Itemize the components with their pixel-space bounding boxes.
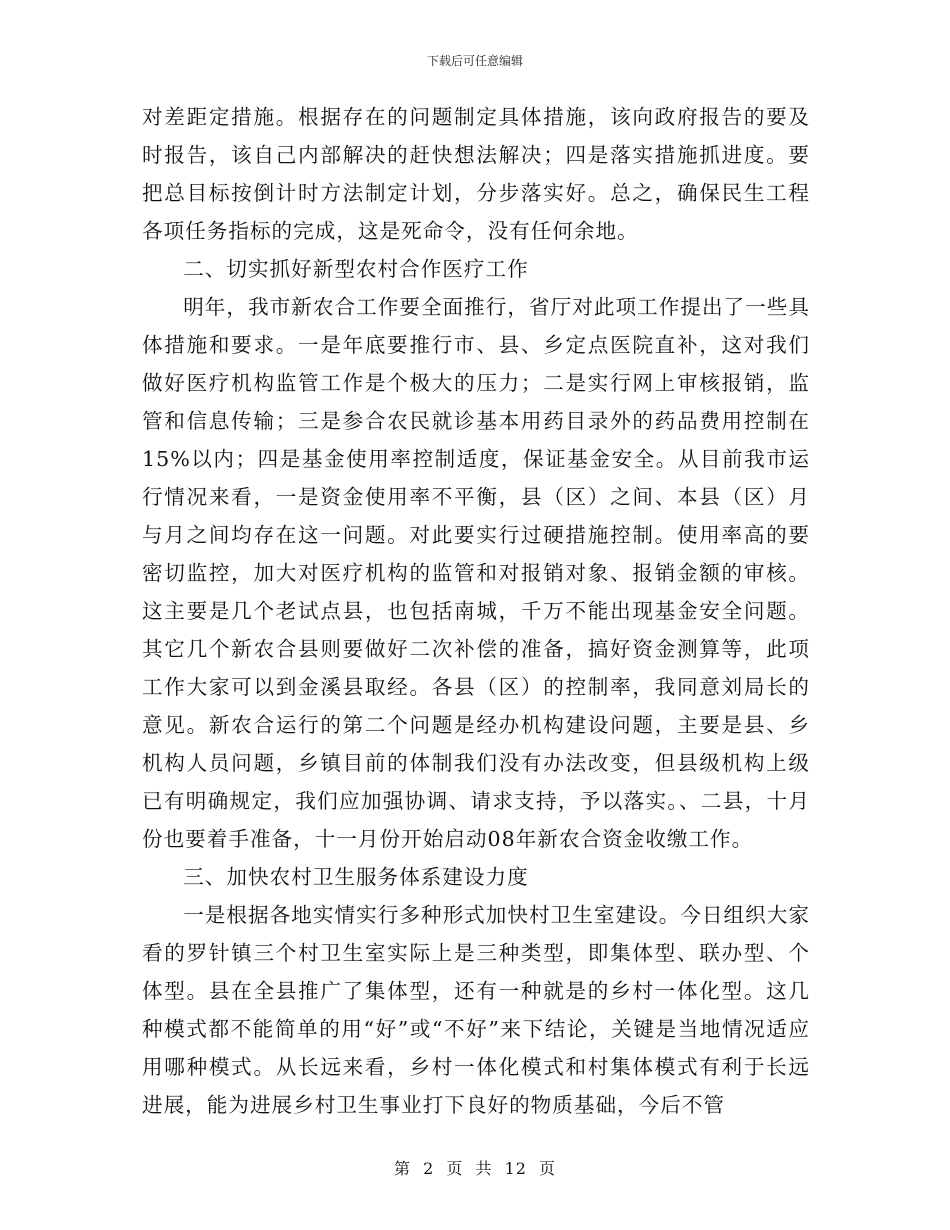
page-label: 第 xyxy=(393,1159,411,1178)
section-heading-3: 三、加快农村卫生服务体系建设力度 xyxy=(183,865,529,889)
page-total: 12 xyxy=(504,1159,527,1178)
header-text: 下载后可任意编辑 xyxy=(426,54,523,68)
page-header xyxy=(0,52,950,69)
total-label: 共 xyxy=(475,1159,493,1178)
page-footer xyxy=(0,1156,950,1179)
paragraph: 明年，我市新农合工作要全面推行，省厅对此项工作提出了一些具体措施和要求。一是年底要推行市、县、乡定点医院直补，这对我们做好医疗机构监管工作是个极大的压力；二是实行网上审核报销，监管和信息传输；三是参合农民就诊基本用药目录外的药品费用控制在15%以内；四是基金使用率控制适度，保证基金安全。从目前我市运行情况来看，一是资金使用率不平衡，县（区）之间、本县（区）月与月之间均存在这一问题。对此要实行过硬措施控制。使用率高的要密切监控，加大对医疗机构的监管和对报销对象、报销金额的审核。这主要是几个老试点县，也包括南城，千万不能出现基金安全问题。其它几个新农合县则要做好二次补偿的准备，搞好资金测算等，此项工作大家可以到金溪县取经。各县（区）的控制率，我同意刘局长的意见。新农合运行的第二个问题是经办机构建设问题，主要是县、乡机构人员问题，乡镇目前的体制我们没有办法改变，但县级机构上级已有明确规定，我们应加强协调、请求支持，予以落实。、二县，十月份也要着手准备，十一月份开始启动08年新农合资金收缴工作。 xyxy=(142,295,810,851)
paragraph-continued: 对差距定措施。根据存在的问题制定具体措施，该向政府报告的要及时报告，该自己内部解决的赶快想法解决；四是落实措施抓进度。要把总目标按倒计时方法制定计划，分步落实好。总之，确保民生工程各项任务指标的完成，这是死命令，没有任何余地。 xyxy=(142,105,810,243)
page-unit: 页 xyxy=(446,1159,464,1178)
document-body xyxy=(142,98,810,1124)
section-heading-2: 二、切实抓好新型农村合作医疗工作 xyxy=(183,257,529,281)
page-current: 2 xyxy=(423,1159,435,1178)
paragraph: 一是根据各地实情实行多种形式加快村卫生室建设。今日组织大家看的罗针镇三个村卫生室实际上是三种类型，即集体型、联办型、个体型。县在全县推广了集体型，还有一种就是的乡村一体化型。这几种模式都不能简单的用“好”或“不好”来下结论，关键是当地情况适应用哪种模式。从长远来看，乡村一体化模式和村集体模式有利于长远进展，能为进展乡村卫生事业打下良好的物质基础，今后不管 xyxy=(142,903,810,1117)
total-unit: 页 xyxy=(539,1159,557,1178)
